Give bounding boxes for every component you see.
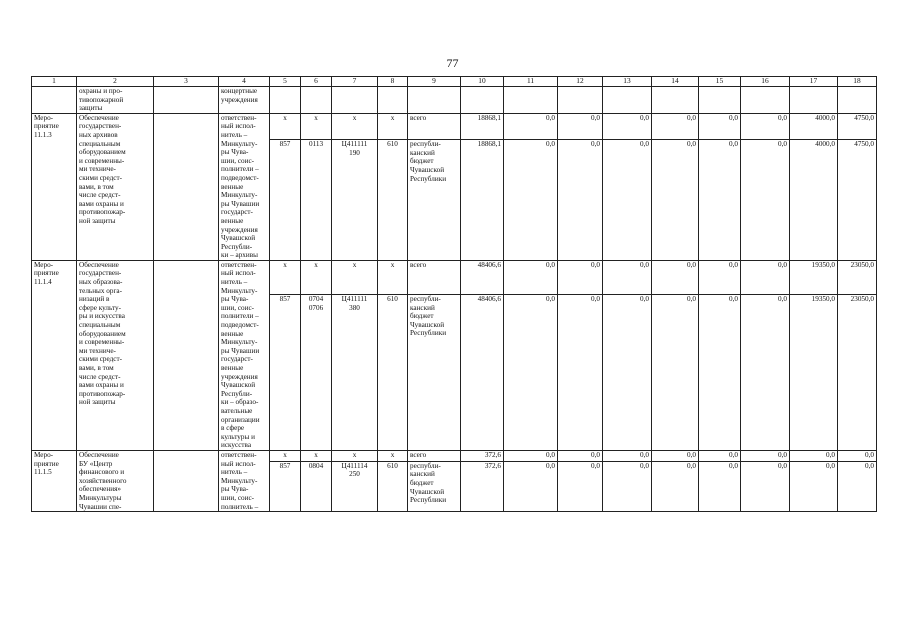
budget-c8-cell: 610 [378, 461, 408, 511]
total-c16-cell: 0,0 [741, 260, 790, 294]
budget-c12-cell: 0,0 [558, 140, 603, 261]
budget-c7-cell: Ц411111 190 [332, 140, 378, 261]
budget-c18-cell: 0,0 [838, 461, 877, 511]
total-c9-cell: всего [408, 113, 461, 139]
cell [461, 87, 504, 114]
budget-c6-cell: 0804 [301, 461, 332, 511]
budget-c14-cell: 0,0 [652, 294, 699, 450]
header-cell: 4 [219, 77, 270, 87]
budget-c17-cell: 4000,0 [790, 140, 838, 261]
total-c14-cell: 0,0 [652, 260, 699, 294]
total-c10-cell: 48406,6 [461, 260, 504, 294]
header-cell: 6 [301, 77, 332, 87]
cell [408, 87, 461, 114]
total-c12-cell: 0,0 [558, 113, 603, 139]
total-c10-cell: 372,6 [461, 450, 504, 461]
total-c6-cell: x [301, 260, 332, 294]
total-c11-cell: 0,0 [504, 450, 558, 461]
header-cell: 18 [838, 77, 877, 87]
budget-c5-cell: 857 [270, 140, 301, 261]
header-cell: 8 [378, 77, 408, 87]
total-c13-cell: 0,0 [603, 260, 652, 294]
header-cell: 10 [461, 77, 504, 87]
total-c6-cell: x [301, 113, 332, 139]
activity-responsible: ответствен- ный испол- нитель – Минкульту- ры Чува- шии, соис- полнитель – [219, 450, 270, 511]
continuation-responsible: концертные учреждения [219, 87, 270, 114]
header-cell: 2 [77, 77, 154, 87]
cell [332, 87, 378, 114]
budget-c13-cell: 0,0 [603, 294, 652, 450]
header-cell: 16 [741, 77, 790, 87]
budget-c8-cell: 610 [378, 140, 408, 261]
continuation-row [32, 87, 877, 114]
total-c14-cell: 0,0 [652, 113, 699, 139]
budget-c10-cell: 372,6 [461, 461, 504, 511]
budget-c12-cell: 0,0 [558, 461, 603, 511]
executor-cell [154, 260, 219, 450]
activity-name: Меро- приятие 11.1.5 [32, 450, 77, 511]
budget-c11-cell: 0,0 [504, 140, 558, 261]
budget-c13-cell: 0,0 [603, 140, 652, 261]
total-c18-cell: 0,0 [838, 450, 877, 461]
activity-description: Обеспечение государствен- ных образова- тельных орга- низаций в сфере культу- ры и искусства специальным оборудованием и современны- ми техниче- скими средст- вами, в том числе средст- вами охраны и противопожар- ной защиты [77, 260, 154, 450]
header-cell: 1 [32, 77, 77, 87]
total-c14-cell: 0,0 [652, 450, 699, 461]
total-c12-cell: 0,0 [558, 260, 603, 294]
budget-c15-cell: 0,0 [699, 294, 741, 450]
total-c17-cell: 19350,0 [790, 260, 838, 294]
header-cell: 17 [790, 77, 838, 87]
budget-c14-cell: 0,0 [652, 140, 699, 261]
total-c15-cell: 0,0 [699, 450, 741, 461]
header-cell: 5 [270, 77, 301, 87]
cell [790, 87, 838, 114]
activity-name: Меро- приятие 11.1.4 [32, 260, 77, 450]
total-c9-cell: всего [408, 260, 461, 294]
cell [558, 87, 603, 114]
total-c15-cell: 0,0 [699, 113, 741, 139]
activity-responsible: ответствен- ный испол- нитель – Минкульту- ры Чува- шии, соис- полнители – подведомст- венные Минкульту- ры Чувашии государст- венные учреждения Чувашской Республи- ки – архивы [219, 113, 270, 260]
budget-c5-cell: 857 [270, 461, 301, 511]
total-c13-cell: 0,0 [603, 450, 652, 461]
budget-c9-cell: республи- канский бюджет Чувашской Республики [408, 461, 461, 511]
budget-c15-cell: 0,0 [699, 140, 741, 261]
budget-c5-cell: 857 [270, 294, 301, 450]
total-c5-cell: x [270, 450, 301, 461]
total-c12-cell: 0,0 [558, 450, 603, 461]
cell [699, 87, 741, 114]
program-table [31, 76, 877, 512]
activity-total-row [32, 113, 877, 139]
budget-c6-cell: 0113 [301, 140, 332, 261]
budget-c10-cell: 48406,6 [461, 294, 504, 450]
total-c18-cell: 4750,0 [838, 113, 877, 139]
cell [652, 87, 699, 114]
header-cell: 14 [652, 77, 699, 87]
total-c6-cell: x [301, 450, 332, 461]
total-c8-cell: x [378, 260, 408, 294]
activity-total-row [32, 260, 877, 294]
budget-c18-cell: 4750,0 [838, 140, 877, 261]
budget-c17-cell: 0,0 [790, 461, 838, 511]
total-c16-cell: 0,0 [741, 113, 790, 139]
total-c16-cell: 0,0 [741, 450, 790, 461]
header-cell: 15 [699, 77, 741, 87]
total-c7-cell: x [332, 260, 378, 294]
activity-responsible: ответствен- ный испол- нитель – Минкульту- ры Чува- шии, соис- полнители – подведомст- венные Минкульту- ры Чувашии государст- венные учреждения Чувашской Республи- ки – образо- вательные организации в сфере культуры и искусства [219, 260, 270, 450]
budget-c6-cell: 0704 0706 [301, 294, 332, 450]
total-c10-cell: 18868,1 [461, 113, 504, 139]
total-c8-cell: x [378, 450, 408, 461]
total-c17-cell: 4000,0 [790, 113, 838, 139]
header-cell: 12 [558, 77, 603, 87]
cell [838, 87, 877, 114]
budget-c16-cell: 0,0 [741, 294, 790, 450]
activity-name: Меро- приятие 11.1.3 [32, 113, 77, 260]
cell [32, 87, 77, 114]
budget-c10-cell: 18868,1 [461, 140, 504, 261]
page-number: 77 [446, 56, 459, 70]
cell [154, 87, 219, 114]
total-c13-cell: 0,0 [603, 113, 652, 139]
activity-description: Обеспечение государствен- ных архивов специальным оборудованием и современны- ми техниче- скими средст- вами, в том числе средст- вами охраны и противопожар- ной защиты [77, 113, 154, 260]
cell [378, 87, 408, 114]
budget-c8-cell: 610 [378, 294, 408, 450]
total-c5-cell: x [270, 260, 301, 294]
cell [741, 87, 790, 114]
executor-cell [154, 113, 219, 260]
budget-c9-cell: республи- канский бюджет Чувашской Республики [408, 140, 461, 261]
budget-c9-cell: республи- канский бюджет Чувашской Республики [408, 294, 461, 450]
header-cell: 11 [504, 77, 558, 87]
total-c7-cell: x [332, 450, 378, 461]
total-c5-cell: x [270, 113, 301, 139]
column-number-header [32, 77, 877, 87]
cell [504, 87, 558, 114]
budget-c18-cell: 23050,0 [838, 294, 877, 450]
total-c11-cell: 0,0 [504, 260, 558, 294]
budget-c14-cell: 0,0 [652, 461, 699, 511]
header-cell: 3 [154, 77, 219, 87]
budget-c11-cell: 0,0 [504, 294, 558, 450]
total-c18-cell: 23050,0 [838, 260, 877, 294]
total-c15-cell: 0,0 [699, 260, 741, 294]
budget-c7-cell: Ц411111 380 [332, 294, 378, 450]
total-c11-cell: 0,0 [504, 113, 558, 139]
activity-description: Обеспечение БУ «Центр финансового и хозяйственного обеспечения» Минкультуры Чувашии спе- [77, 450, 154, 511]
total-c9-cell: всего [408, 450, 461, 461]
cell [603, 87, 652, 114]
budget-c16-cell: 0,0 [741, 140, 790, 261]
cell [301, 87, 332, 114]
header-cell: 13 [603, 77, 652, 87]
activity-total-row [32, 450, 877, 461]
budget-c17-cell: 19350,0 [790, 294, 838, 450]
header-cell: 7 [332, 77, 378, 87]
budget-c13-cell: 0,0 [603, 461, 652, 511]
header-cell: 9 [408, 77, 461, 87]
executor-cell [154, 450, 219, 511]
budget-c16-cell: 0,0 [741, 461, 790, 511]
budget-c15-cell: 0,0 [699, 461, 741, 511]
total-c17-cell: 0,0 [790, 450, 838, 461]
total-c7-cell: x [332, 113, 378, 139]
budget-c12-cell: 0,0 [558, 294, 603, 450]
budget-c7-cell: Ц411114 250 [332, 461, 378, 511]
continuation-description: охраны и про- тивопожарной защиты [77, 87, 154, 114]
budget-c11-cell: 0,0 [504, 461, 558, 511]
total-c8-cell: x [378, 113, 408, 139]
cell [270, 87, 301, 114]
